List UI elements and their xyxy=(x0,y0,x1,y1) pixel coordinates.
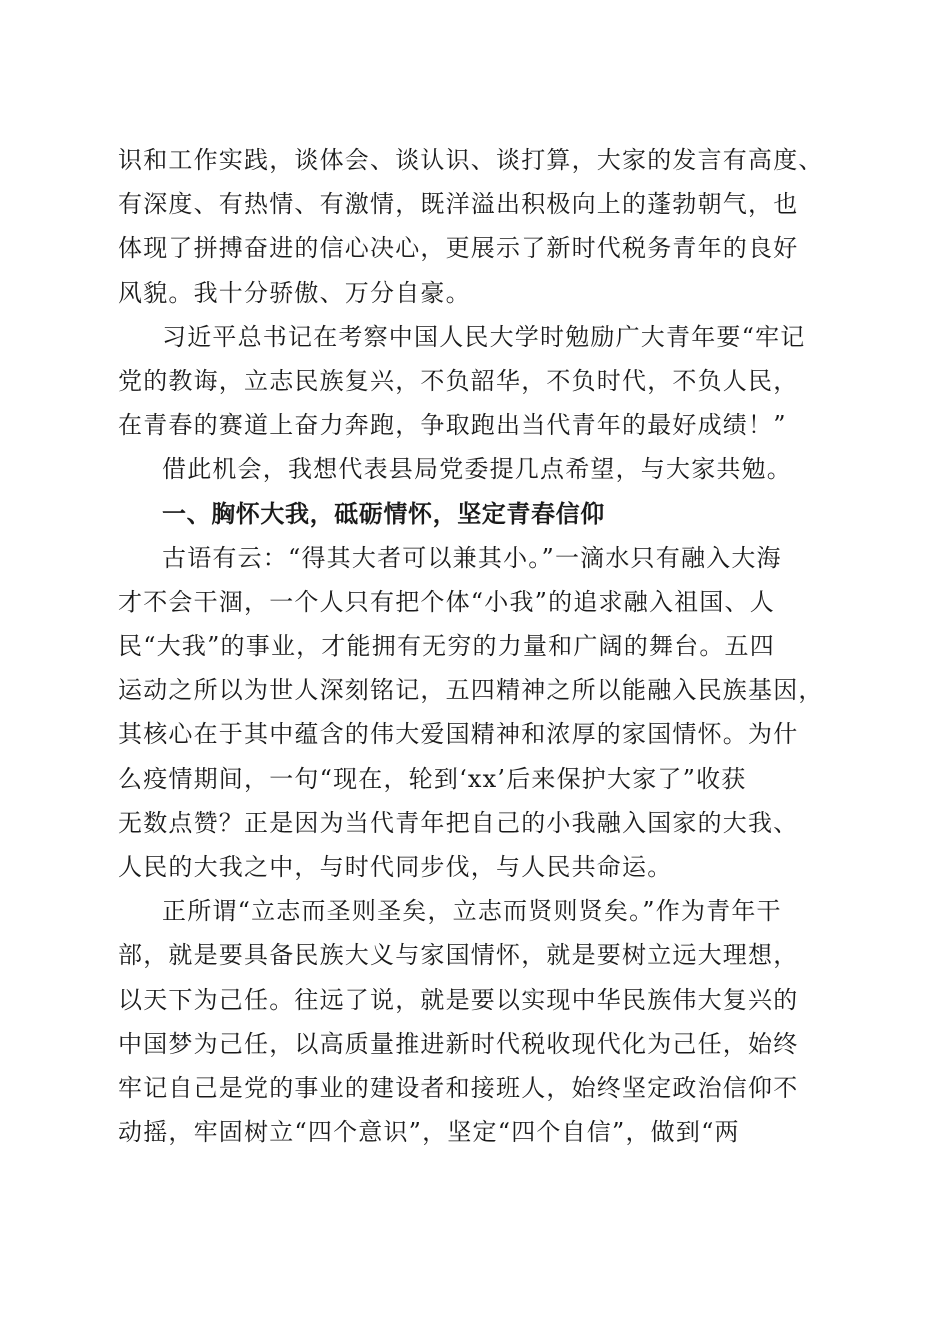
paragraph-line: 在青春的赛道上奋力奔跑，争取跑出当代青年的最好成绩！” xyxy=(118,411,787,440)
paragraph-line: 识和工作实践，谈体会、谈认识、谈打算，大家的发言有高度、 xyxy=(118,146,824,174)
paragraph-first-line: 习近平总书记在考察中国人民大学时勉励广大青年要“牢记 xyxy=(162,322,806,351)
paragraph-line: 风貌。我十分骄傲、万分自豪。 xyxy=(118,278,471,307)
section-heading: 一、胸怀大我，砥砺情怀，坚定青春信仰 xyxy=(162,499,605,528)
paragraph-first-line: 正所谓“立志而圣则圣矣，立志而贤则贤矣。”作为青年干 xyxy=(162,897,782,926)
paragraph-first-line: 古语有云：“得其大者可以兼其小。”一滴水只有融入大海 xyxy=(162,543,782,572)
paragraph-line: 么疫情期间，一句“现在，轮到‘xx’后来保护大家了”收获 xyxy=(118,764,747,793)
paragraph-line: 以天下为己任。往远了说，就是要以实现中华民族伟大复兴的 xyxy=(118,985,799,1014)
paragraph-first-line: 借此机会，我想代表县局党委提几点希望，与大家共勉。 xyxy=(162,455,792,484)
paragraph-line: 人民的大我之中，与时代同步伐，与人民共命运。 xyxy=(118,853,673,881)
paragraph-line: 体现了拼搏奋进的信心决心，更展示了新时代税务青年的良好 xyxy=(118,234,799,263)
paragraph-line: 动摇，牢固树立“四个意识”，坚定“四个自信”，做到“两 xyxy=(118,1118,740,1147)
paragraph-line: 牢记自己是党的事业的建设者和接班人，始终坚定政治信仰不 xyxy=(118,1073,799,1102)
paragraph-line: 运动之所以为世人深刻铭记，五四精神之所以能融入民族基因， xyxy=(118,676,824,705)
document-body xyxy=(118,138,830,1154)
paragraph-line: 有深度、有热情、有激情，既洋溢出积极向上的蓬勃朝气，也 xyxy=(118,190,799,219)
paragraph-line: 其核心在于其中蕴含的伟大爱国精神和浓厚的家国情怀。为什 xyxy=(118,720,799,749)
paragraph-line: 无数点赞？正是因为当代青年把自己的小我融入国家的大我、 xyxy=(118,808,799,837)
paragraph-line: 党的教诲，立志民族复兴，不负韶华，不负时代，不负人民， xyxy=(118,366,799,395)
paragraph-line: 部，就是要具备民族大义与家国情怀，就是要树立远大理想， xyxy=(118,941,799,970)
paragraph-line: 才不会干涸，一个人只有把个体“小我”的追求融入祖国、人 xyxy=(118,587,775,616)
paragraph-line: 民“大我”的事业，才能拥有无穷的力量和广阔的舞台。五四 xyxy=(118,632,775,661)
paragraph-line: 中国梦为己任，以高质量推进新时代税收现代化为己任，始终 xyxy=(118,1029,799,1058)
